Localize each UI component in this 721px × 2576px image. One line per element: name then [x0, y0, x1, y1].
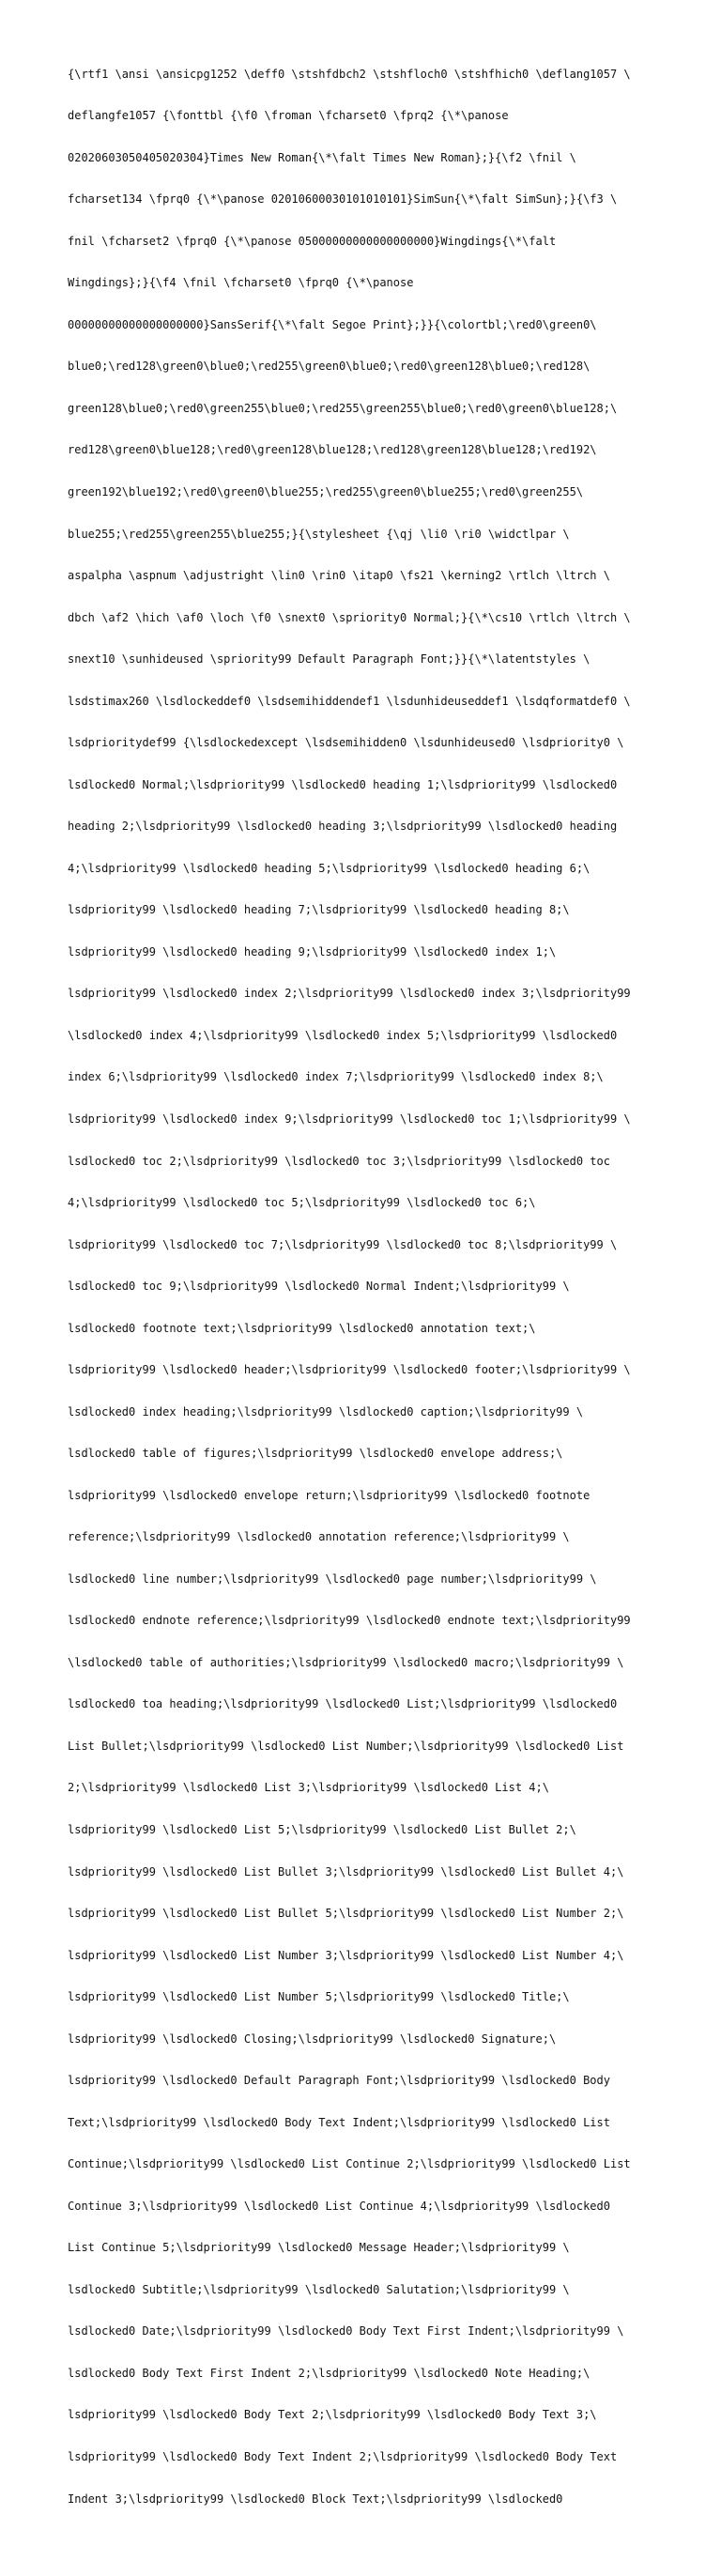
text-line: lsdpriority99 \lsdlocked0 List Bullet 3;\lsdpriority99 \lsdlocked0 List Bullet 4;\ — [68, 1864, 624, 1878]
text-line: green128\blue0;\red0\green255\blue0;\red255\green255\blue0;\red0\green0\blue128;\ — [68, 401, 618, 415]
text-line: lsdlocked0 Subtitle;\lsdpriority99 \lsdlocked0 Salutation;\lsdpriority99 \ — [68, 2282, 570, 2296]
text-line: lsdlocked0 toc 9;\lsdpriority99 \lsdlocked0 Normal Indent;\lsdpriority99 \ — [68, 1280, 570, 1294]
text-line: \lsdlocked0 index 4;\lsdpriority99 \lsdlocked0 index 5;\lsdpriority99 \lsdlocked0 — [68, 1028, 618, 1042]
text-line: 2;\lsdpriority99 \lsdlocked0 List 3;\lsdpriority99 \lsdlocked0 List 4;\ — [68, 1781, 549, 1795]
text-line: aspalpha \aspnum \adjustright \lin0 \rin0 \itap0 \fs21 \kerning2 \rtlch \ltrch \ — [68, 569, 610, 583]
rtf-source-text — [68, 39, 668, 2576]
text-line: green192\blue192;\red0\green0\blue255;\red255\green0\blue255;\red0\green255\ — [68, 485, 584, 498]
text-line: lsdlocked0 table of figures;\lsdpriority99 \lsdlocked0 envelope address;\ — [68, 1447, 563, 1461]
text-line: lsdpriority99 \lsdlocked0 List Number 5;\lsdpriority99 \lsdlocked0 Title;\ — [68, 1990, 570, 2004]
text-line: lsdpriority99 \lsdlocked0 envelope return;\lsdpriority99 \lsdlocked0 footnote — [68, 1488, 591, 1502]
text-line: lsdpriority99 \lsdlocked0 Default Paragraph Font;\lsdpriority99 \lsdlocked0 Body — [68, 2074, 610, 2088]
text-line: lsdlocked0 Normal;\lsdpriority99 \lsdlocked0 heading 1;\lsdpriority99 \lsdlocked0 — [68, 777, 618, 791]
text-line: List Bullet;\lsdpriority99 \lsdlocked0 List Number;\lsdpriority99 \lsdlocked0 List — [68, 1739, 624, 1753]
text-line: lsdlocked0 toa heading;\lsdpriority99 \lsdlocked0 List;\lsdpriority99 \lsdlocked0 — [68, 1697, 618, 1711]
text-line: lsdpriority99 \lsdlocked0 index 2;\lsdpriority99 \lsdlocked0 index 3;\lsdpriority99 — [68, 987, 631, 1001]
text-line — [68, 2534, 668, 2548]
text-line: lsdlocked0 Date;\lsdpriority99 \lsdlocked0 Body Text First Indent;\lsdpriority99 \ — [68, 2324, 624, 2338]
text-line: deflangfe1057 {\fonttbl {\f0 \froman \fcharset0 \fprq2 {\*\panose — [68, 109, 509, 123]
text-line: lsdpriority99 \lsdlocked0 Body Text 2;\lsdpriority99 \lsdlocked0 Body Text 3;\ — [68, 2408, 597, 2422]
text-line: lsdlocked0 index heading;\lsdpriority99 \lsdlocked0 caption;\lsdpriority99 \ — [68, 1404, 584, 1418]
text-line: lsdlocked0 toc 2;\lsdpriority99 \lsdlocked0 toc 3;\lsdpriority99 \lsdlocked0 toc — [68, 1154, 610, 1168]
text-line: lsdpriority99 \lsdlocked0 index 9;\lsdpriority99 \lsdlocked0 toc 1;\lsdpriority99 \ — [68, 1112, 631, 1126]
text-line: lsdpriority99 \lsdlocked0 Body Text Indent 2;\lsdpriority99 \lsdlocked0 Body Text — [68, 2449, 618, 2463]
text-line: lsdlocked0 line number;\lsdpriority99 \lsdlocked0 page number;\lsdpriority99 \ — [68, 1572, 597, 1586]
text-line: lsdpriority99 \lsdlocked0 heading 9;\lsdpriority99 \lsdlocked0 index 1;\ — [68, 944, 557, 958]
text-line: lsdpriority99 \lsdlocked0 toc 7;\lsdpriority99 \lsdlocked0 toc 8;\lsdpriority99 \ — [68, 1237, 618, 1251]
text-line: lsdlocked0 endnote reference;\lsdpriority99 \lsdlocked0 endnote text;\lsdpriority99 — [68, 1614, 631, 1628]
text-line: fcharset134 \fprq0 {\*\panose 02010600030101010101}SimSun{\*\falt SimSun};}{\f3 \ — [68, 192, 618, 207]
text-line: heading 2;\lsdpriority99 \lsdlocked0 heading 3;\lsdpriority99 \lsdlocked0 heading — [68, 820, 618, 834]
text-line: lsdpriority99 \lsdlocked0 List Bullet 5;\lsdpriority99 \lsdlocked0 List Number 2;\ — [68, 1907, 624, 1921]
text-line: 02020603050405020304}Times New Roman{\*\falt Times New Roman};}{\f2 \fnil \ — [68, 150, 576, 164]
text-line: index 6;\lsdpriority99 \lsdlocked0 index 7;\lsdpriority99 \lsdlocked0 index 8;\ — [68, 1070, 604, 1084]
text-line: snext10 \sunhideused \spriority99 Default Paragraph Font;}}{\*\latentstyles \ — [68, 652, 591, 667]
text-line: lsdstimax260 \lsdlockeddef0 \lsdsemihiddendef1 \lsdunhideuseddef1 \lsdqformatdef0 \ — [68, 694, 631, 708]
text-line: Continue 3;\lsdpriority99 \lsdlocked0 List Continue 4;\lsdpriority99 \lsdlocked0 — [68, 2199, 610, 2213]
text-line: blue255;\red255\green255\blue255;}{\stylesheet {\qj \li0 \ri0 \widctlpar \ — [68, 527, 570, 541]
text-line: reference;\lsdpriority99 \lsdlocked0 annotation reference;\lsdpriority99 \ — [68, 1530, 570, 1544]
text-line: Indent 3;\lsdpriority99 \lsdlocked0 Block Text;\lsdpriority99 \lsdlocked0 — [68, 2492, 563, 2506]
text-line: lsdpriority99 \lsdlocked0 Closing;\lsdpriority99 \lsdlocked0 Signature;\ — [68, 2032, 557, 2046]
text-line: 4;\lsdpriority99 \lsdlocked0 heading 5;\lsdpriority99 \lsdlocked0 heading 6;\ — [68, 861, 591, 875]
text-line: lsdpriority99 \lsdlocked0 List Number 3;\lsdpriority99 \lsdlocked0 List Number 4;\ — [68, 1948, 624, 1962]
text-line: lsdlocked0 footnote text;\lsdpriority99 \lsdlocked0 annotation text;\ — [68, 1321, 536, 1335]
text-line: lsdlocked0 Body Text First Indent 2;\lsdpriority99 \lsdlocked0 Note Heading;\ — [68, 2366, 591, 2380]
text-line: dbch \af2 \hich \af0 \loch \f0 \snext0 \spriority0 Normal;}{\*\cs10 \rtlch \ltrch \ — [68, 610, 631, 624]
text-line: lsdprioritydef99 {\lsdlockedexcept \lsdsemihidden0 \lsdunhideused0 \lsdpriority0 \ — [68, 736, 624, 750]
text-line: Continue;\lsdpriority99 \lsdlocked0 List Continue 2;\lsdpriority99 \lsdlocked0 List — [68, 2157, 631, 2171]
text-line: 4;\lsdpriority99 \lsdlocked0 toc 5;\lsdpriority99 \lsdlocked0 toc 6;\ — [68, 1196, 536, 1210]
text-line: red128\green0\blue128;\red0\green128\blue128;\red128\green128\blue128;\red192\ — [68, 443, 597, 457]
text-line: lsdpriority99 \lsdlocked0 List 5;\lsdpriority99 \lsdlocked0 List Bullet 2;\ — [68, 1823, 576, 1836]
text-line: Text;\lsdpriority99 \lsdlocked0 Body Text Indent;\lsdpriority99 \lsdlocked0 List — [68, 2115, 610, 2129]
text-line: fnil \fcharset2 \fprq0 {\*\panose 05000000000000000000}Wingdings{\*\falt — [68, 234, 557, 248]
text-line: lsdpriority99 \lsdlocked0 heading 7;\lsdpriority99 \lsdlocked0 heading 8;\ — [68, 903, 570, 917]
text-line: {\rtf1 \ansi \ansicpg1252 \deff0 \stshfdbch2 \stshfloch0 \stshfhich0 \deflang1057 \ — [68, 67, 631, 81]
text-line: lsdpriority99 \lsdlocked0 header;\lsdpriority99 \lsdlocked0 footer;\lsdpriority99 \ — [68, 1363, 631, 1377]
text-line: 00000000000000000000}SansSerif{\*\falt Segoe Print};}}{\colortbl;\red0\green0\ — [68, 317, 597, 331]
text-line: Wingdings};}{\f4 \fnil \fcharset0 \fprq0 {\*\panose — [68, 276, 414, 290]
text-line: List Continue 5;\lsdpriority99 \lsdlocked0 Message Header;\lsdpriority99 \ — [68, 2241, 570, 2255]
text-line: blue0;\red128\green0\blue0;\red255\green0\blue0;\red0\green128\blue0;\red128\ — [68, 360, 591, 374]
text-line: \lsdlocked0 table of authorities;\lsdpriority99 \lsdlocked0 macro;\lsdpriority99 \ — [68, 1655, 624, 1669]
